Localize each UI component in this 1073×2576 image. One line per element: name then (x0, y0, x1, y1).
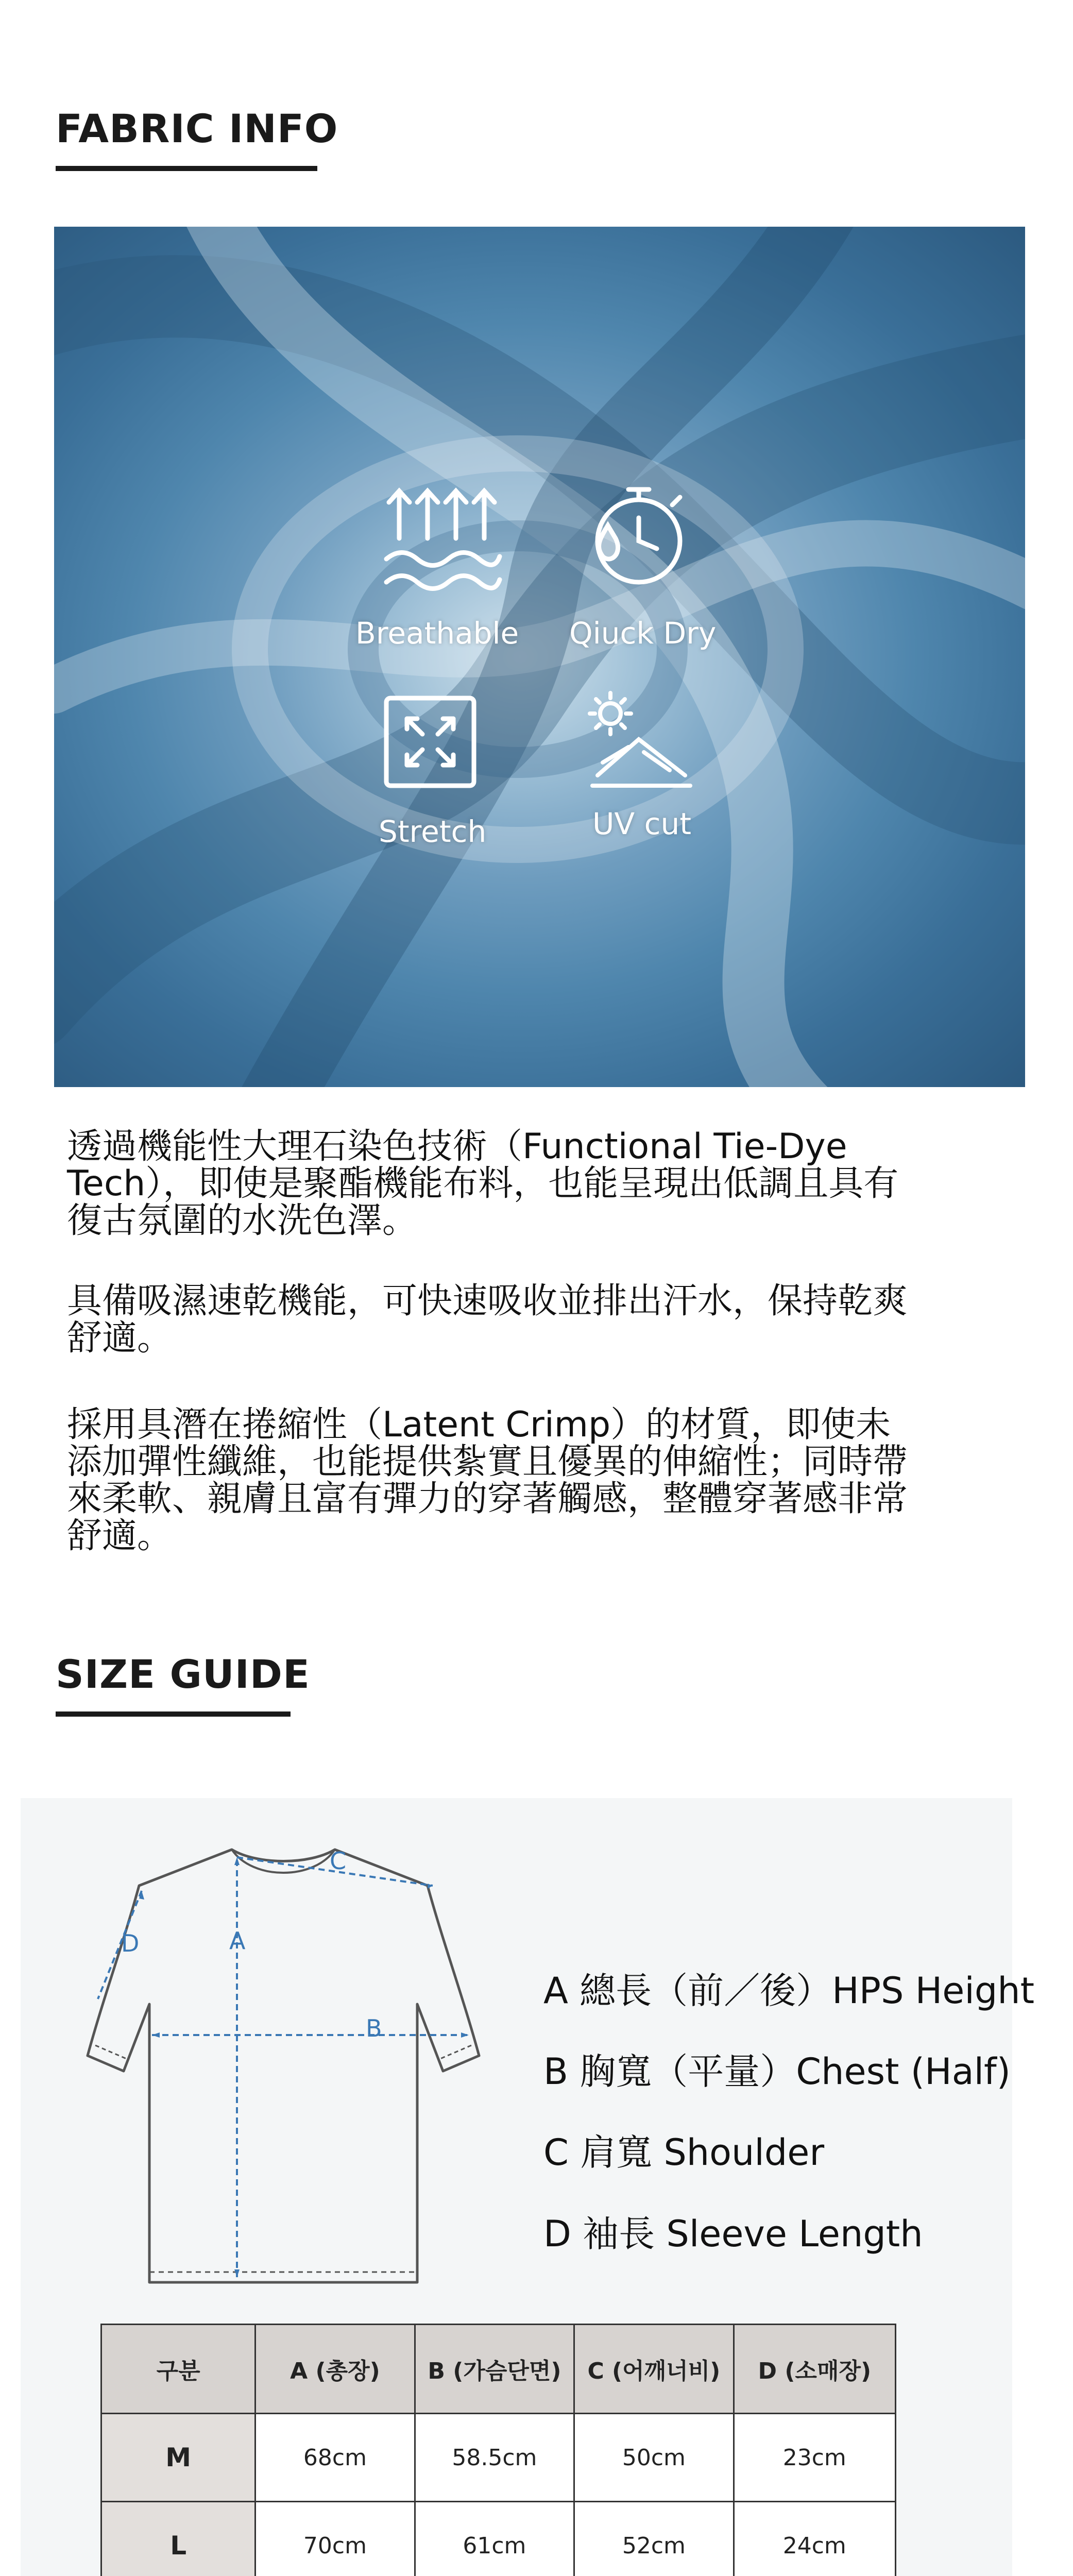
table-header: 구분 (101, 2325, 256, 2414)
table-header: D (소매장) (734, 2325, 895, 2414)
diagram-label-a: A (229, 1927, 246, 1955)
fabric-info-title: FABRIC INFO (56, 106, 338, 151)
measure-c: C 肩寬 Shoulder (543, 2131, 825, 2174)
measure-a: A 總長（前／後）HPS Height (543, 1970, 1035, 2012)
paragraph-line: 舒適。 (67, 1516, 173, 1556)
paragraph-line: 復古氛圍的水洗色澤。 (67, 1200, 418, 1241)
stretch-square-icon (379, 690, 482, 793)
table-header: C (어깨너비) (574, 2325, 734, 2414)
size-label: M (101, 2414, 256, 2502)
paragraph-line: 添加彈性纖維，也能提供紮實且優異的伸縮性；同時帶 (67, 1442, 908, 1482)
table-cell: 24cm (734, 2502, 895, 2576)
table-cell: 70cm (256, 2502, 415, 2576)
size-label: L (101, 2502, 256, 2576)
table-header: A (총장) (256, 2325, 415, 2414)
table-cell: 52cm (574, 2502, 734, 2576)
paragraph-line: 透過機能性大理石染色技術（Functional Tie-Dye (67, 1126, 847, 1167)
paragraph-line: Tech），即使是聚酯機能布料，也能呈現出低調且具有 (67, 1163, 899, 1204)
measure-d: D 袖長 Sleeve Length (543, 2213, 923, 2255)
fabric-swirl-texture (54, 227, 1025, 1087)
table-row (101, 2502, 896, 2576)
table-cell: 68cm (256, 2414, 415, 2502)
diagram-label-d: D (121, 1929, 140, 1957)
size-table (100, 2324, 896, 2576)
paragraph-line: 具備吸濕速乾機能，可快速吸收並排出汗水，保持乾爽 (67, 1281, 908, 1321)
measure-b: B 胸寬（平量）Chest (Half) (543, 2050, 1011, 2093)
size-guide-underline (56, 1711, 291, 1717)
table-cell: 23cm (734, 2414, 895, 2502)
fabric-photo (54, 227, 1025, 1087)
sun-shield-icon (582, 690, 695, 793)
diagram-label-c: C (330, 1847, 347, 1875)
paragraph-line: 採用具潛在捲縮性（Latent Crimp）的材質，即使未 (67, 1404, 891, 1445)
tshirt-diagram (72, 1829, 536, 2308)
size-guide-title: SIZE GUIDE (56, 1651, 310, 1697)
table-cell: 50cm (574, 2414, 734, 2502)
uv-cut-label: UV cut (592, 806, 691, 841)
size-guide-panel (21, 1798, 1035, 2576)
paragraph-line: 舒適。 (67, 1318, 173, 1359)
table-row (101, 2414, 896, 2502)
stretch-label: Stretch (379, 814, 487, 849)
paragraph-line: 來柔軟、親膚且富有彈力的穿著觸感，整體穿著感非常 (67, 1479, 908, 1519)
table-header: B (가슴단면) (415, 2325, 574, 2414)
breathable-label: Breathable (355, 616, 519, 651)
fabric-paragraph-1 (67, 1128, 1046, 1240)
fabric-paragraph-2 (67, 1283, 1046, 1357)
stopwatch-drop-icon (580, 477, 693, 590)
table-cell: 58.5cm (415, 2414, 574, 2502)
table-cell: 61cm (415, 2502, 574, 2576)
diagram-label-b: B (366, 2014, 382, 2042)
fabric-info-underline (56, 166, 317, 171)
breathable-arrows-icon (379, 482, 502, 595)
table-header-row (101, 2325, 896, 2414)
fabric-paragraph-3 (67, 1406, 1046, 1555)
quick-dry-label: Qiuck Dry (569, 616, 717, 651)
